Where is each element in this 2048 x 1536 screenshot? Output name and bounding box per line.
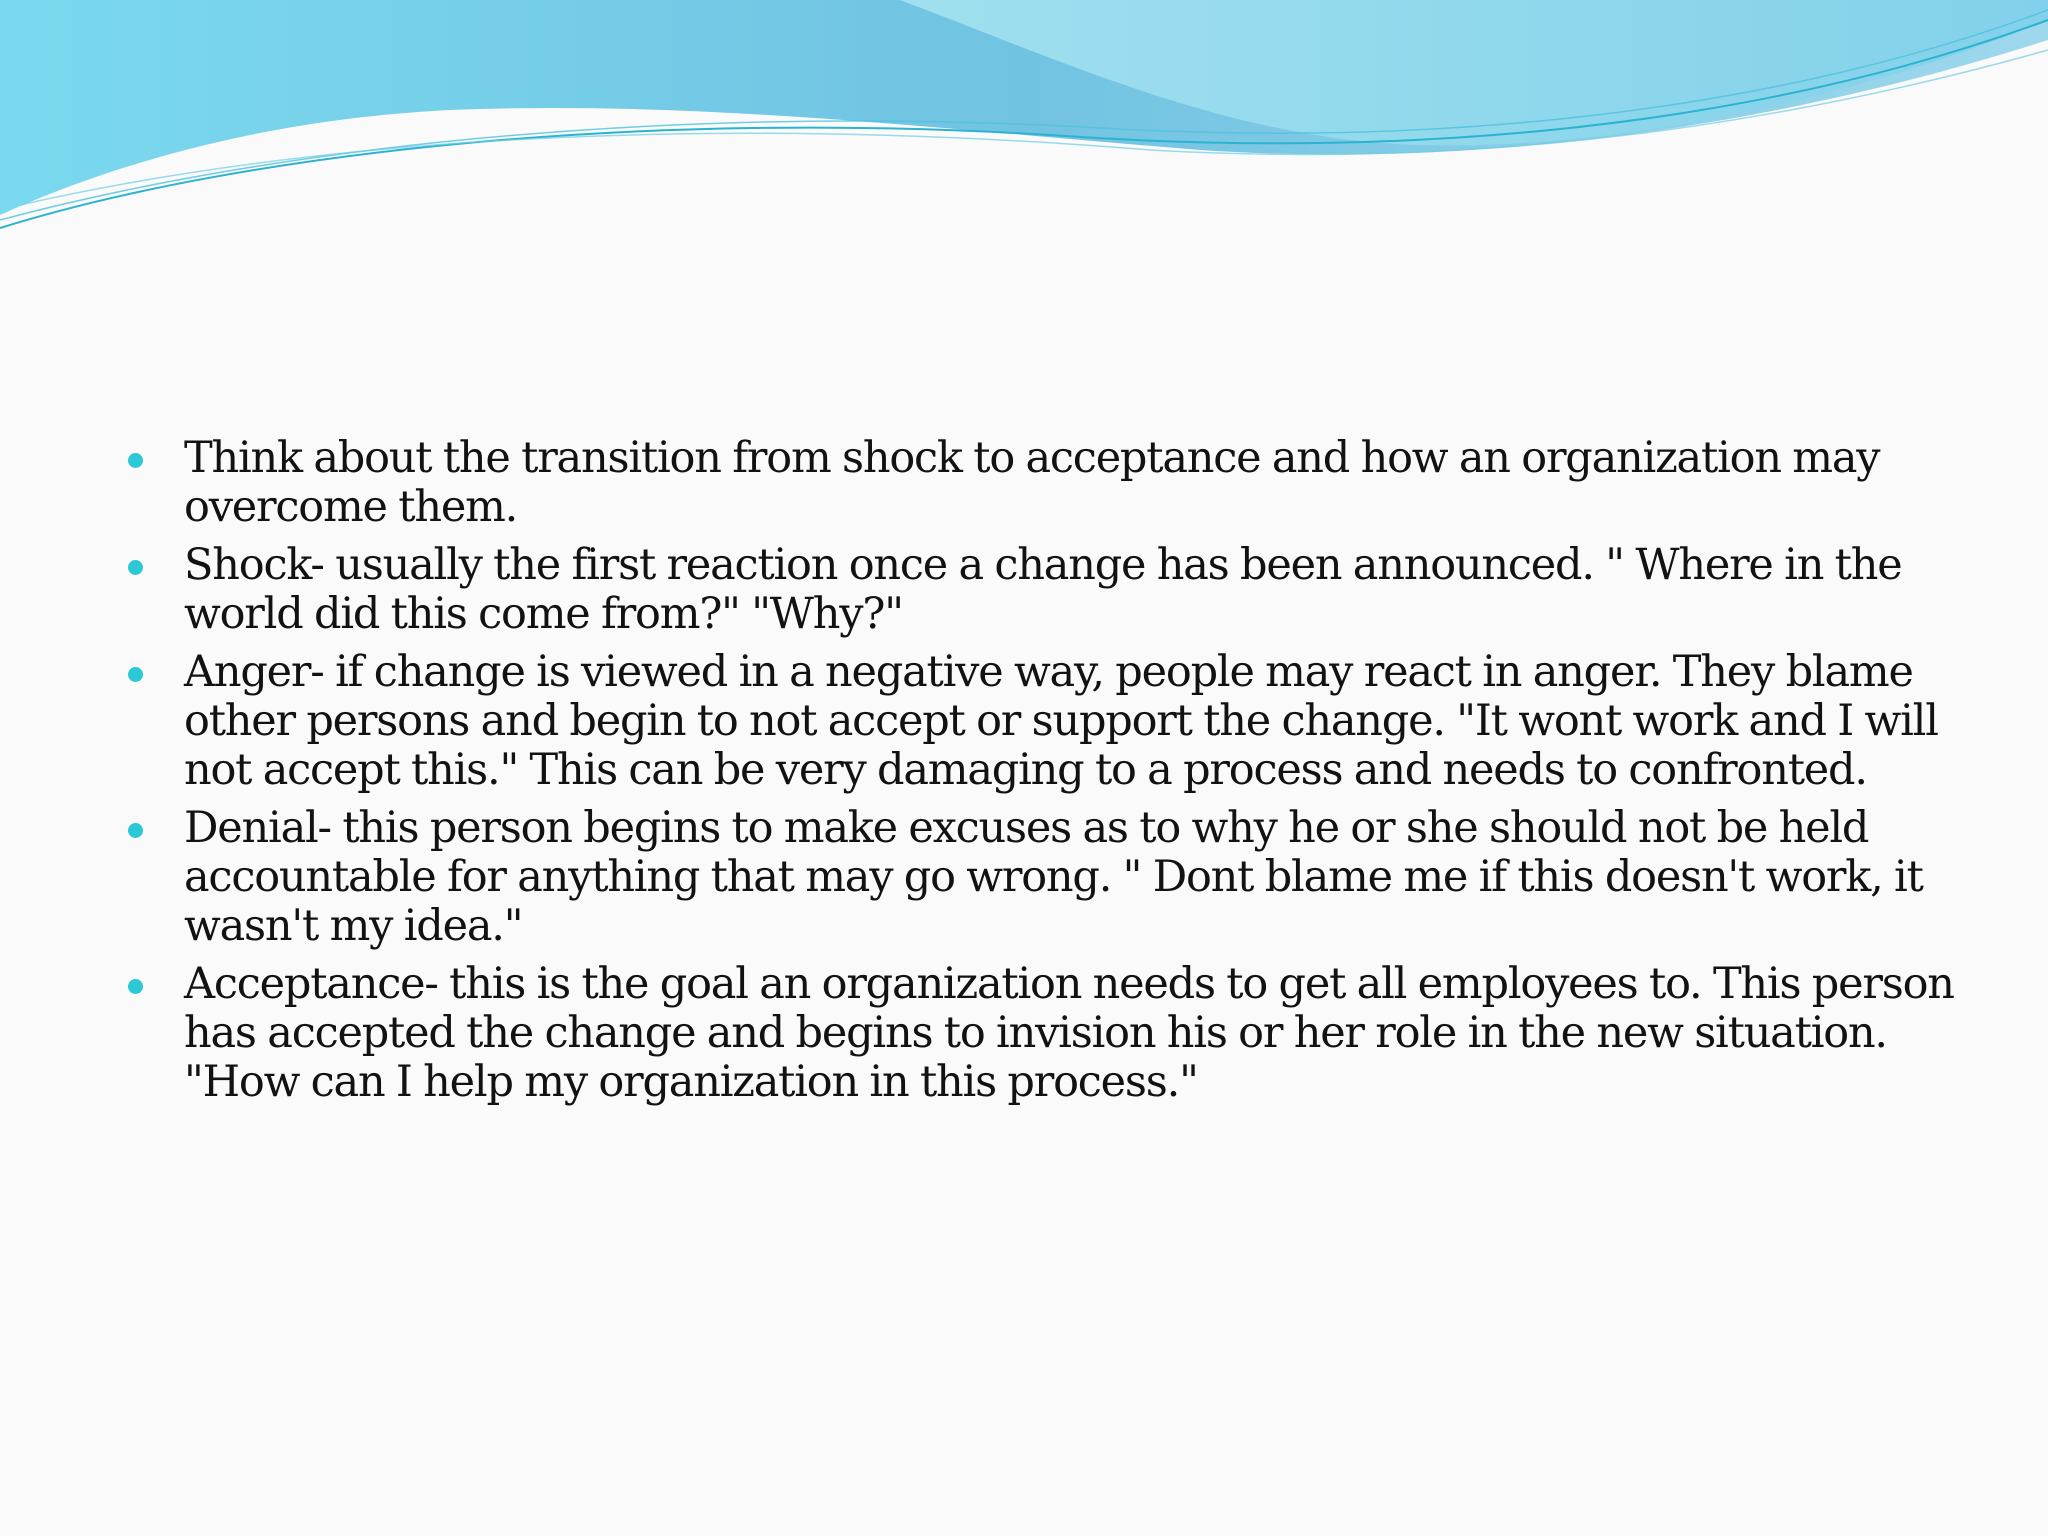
bullet-text: Denial- this person begins to make excuses as to why he or she should not be held accountable for anything that may go wrong. " Dont blame me if this doesn't work, it wasn't my idea." xyxy=(184,803,1923,951)
bullet-text: Think about the transition from shock to acceptance and how an organization may overcome them. xyxy=(184,433,1880,532)
bullet-dot-icon xyxy=(128,560,143,575)
bullet-dot-icon xyxy=(128,823,143,838)
bullet-item xyxy=(118,960,1958,1107)
bullet-item xyxy=(118,648,1958,795)
bullet-text: Acceptance- this is the goal an organization needs to get all employees to. This person has accepted the change and begins to invision his or her role in the new situation. "How can I help my organization in this process." xyxy=(184,959,1954,1107)
bullet-text: Anger- if change is viewed in a negative way, people may react in anger. They blame other persons and begin to not accept or support the change. "It wont work and I will not accept this." This can be very damaging to a process and needs to confronted. xyxy=(184,647,1938,795)
bullet-dot-icon xyxy=(128,979,143,994)
bullet-list xyxy=(118,434,1958,1107)
bullet-dot-icon xyxy=(128,667,143,682)
bullet-dot-icon xyxy=(128,453,143,468)
bullet-item xyxy=(118,541,1958,639)
slide-body xyxy=(118,434,1958,1116)
bullet-text: Shock- usually the first reaction once a change has been announced. " Where in the world did this come from?" "Why?" xyxy=(184,540,1902,639)
bullet-item xyxy=(118,804,1958,951)
decorative-wave-header xyxy=(0,0,2048,240)
bullet-item xyxy=(118,434,1958,532)
